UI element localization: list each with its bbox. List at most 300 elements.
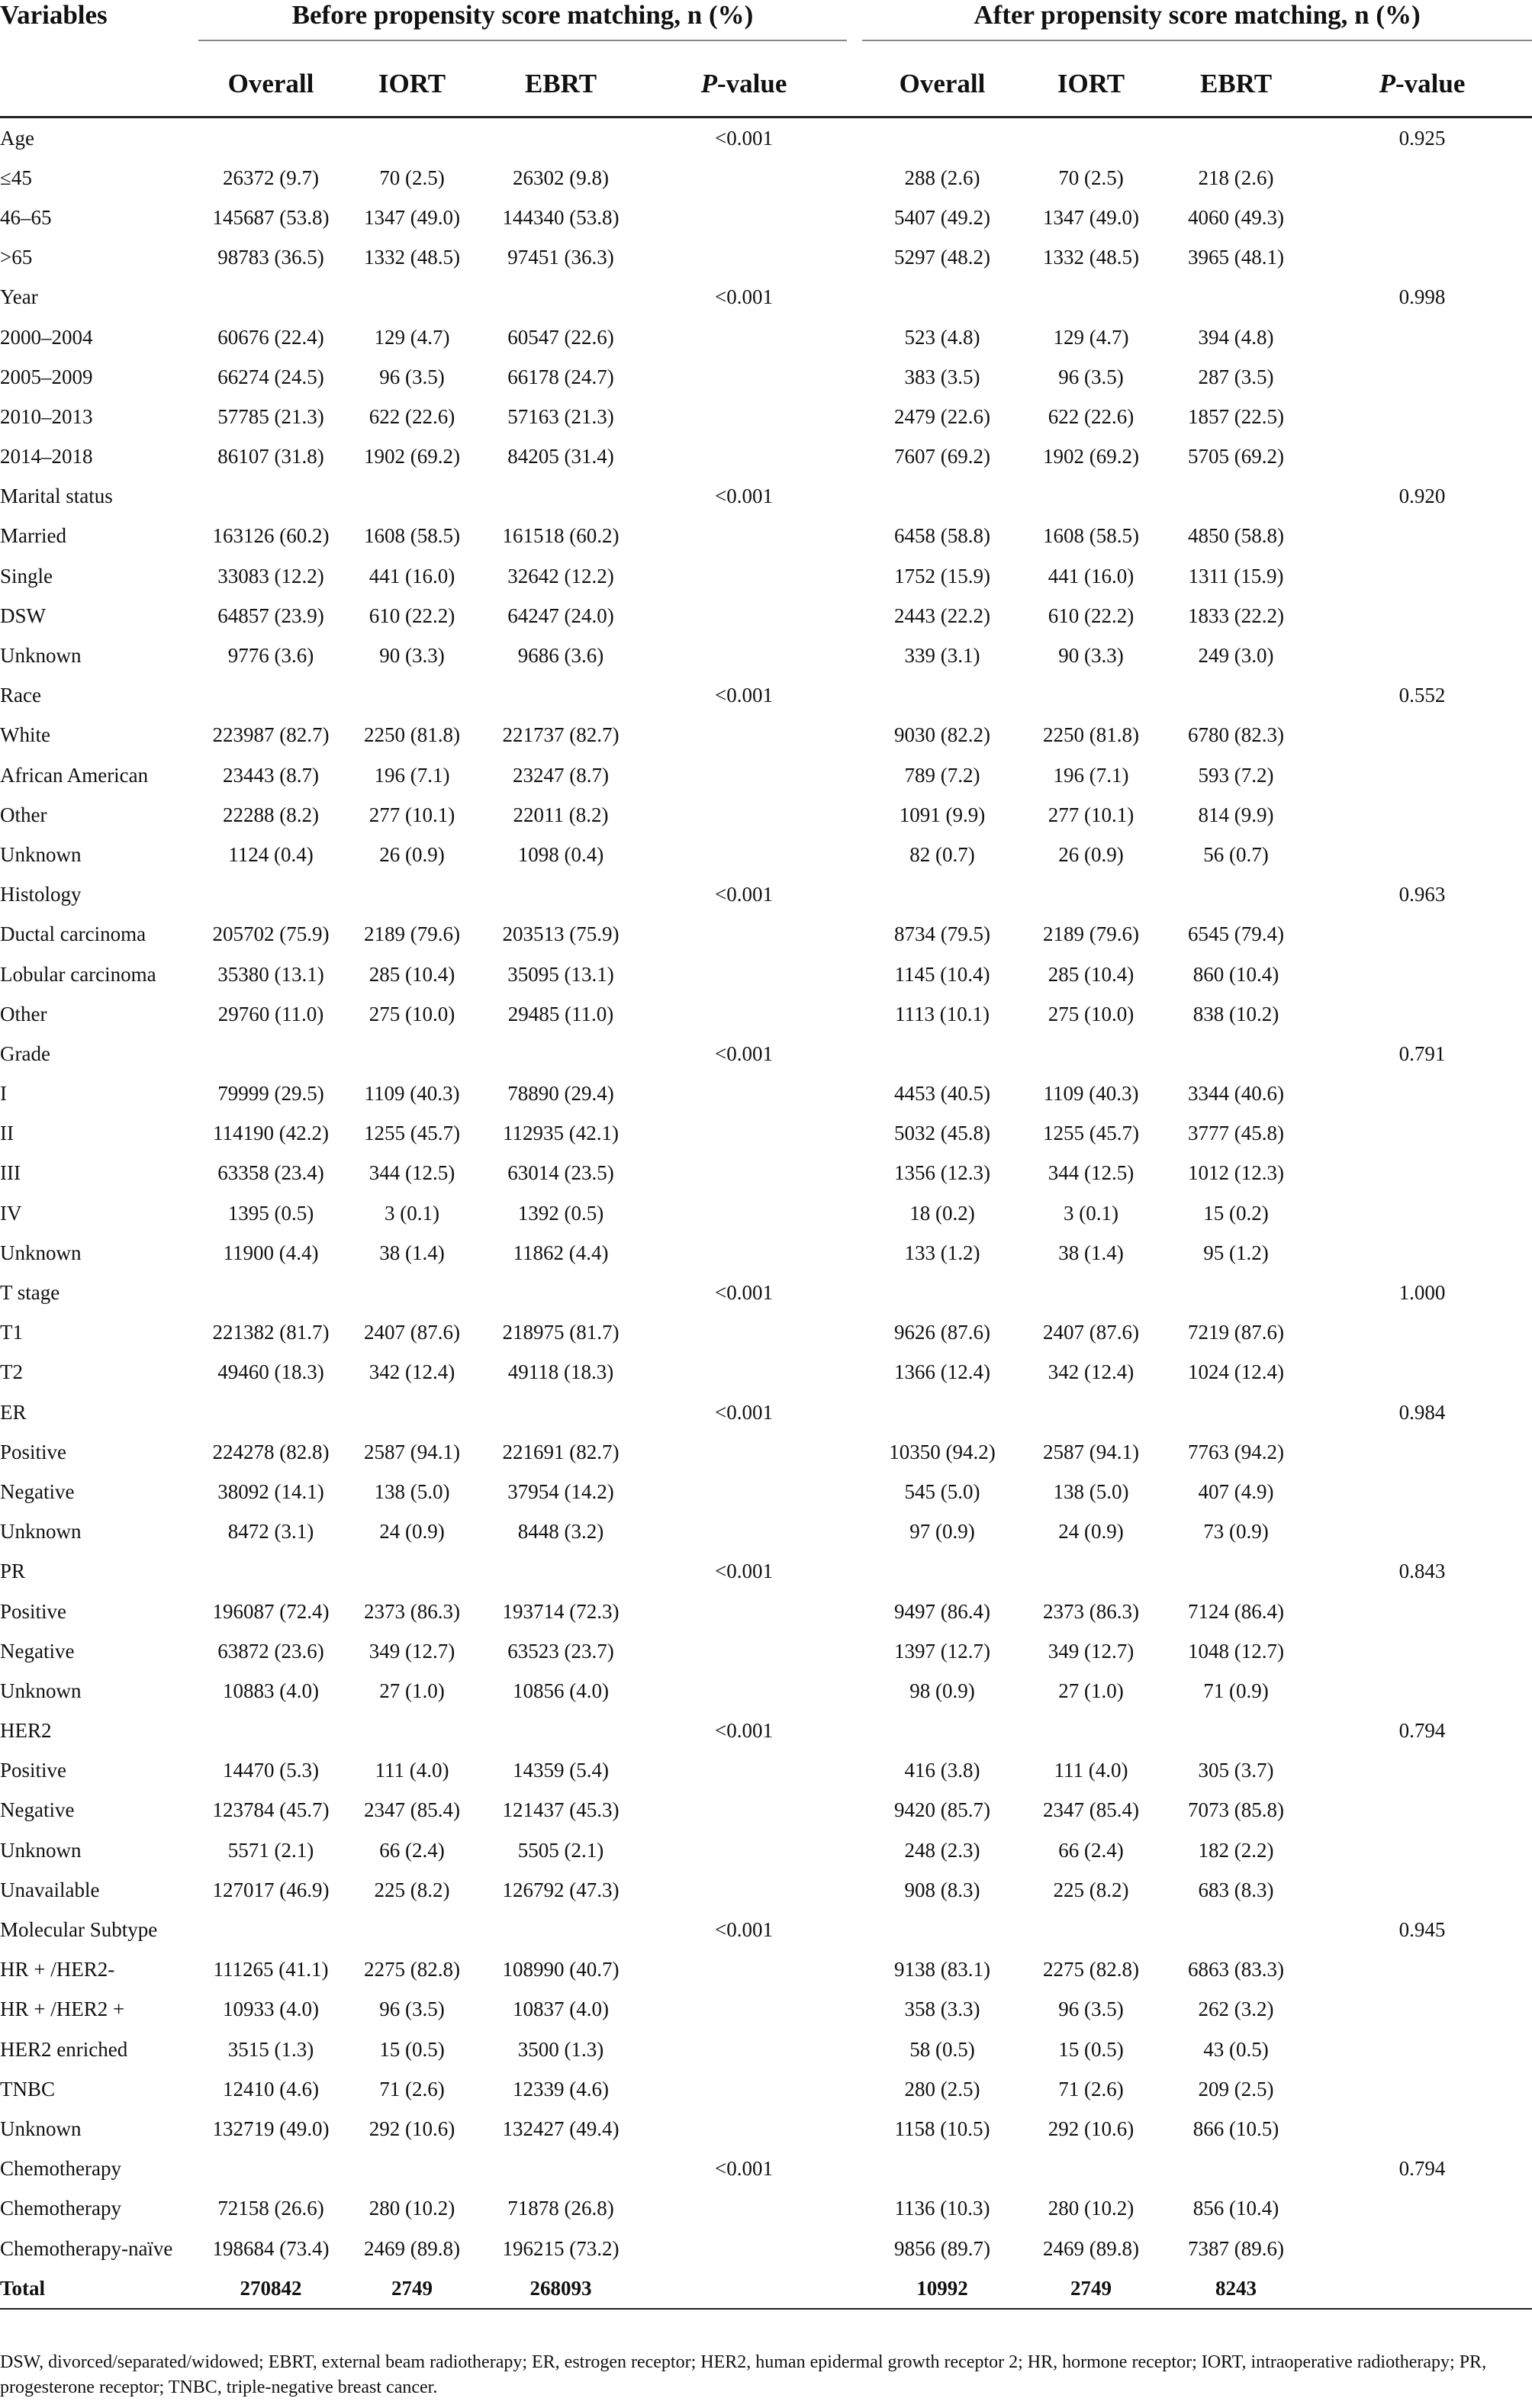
table-row — [0, 1631, 1532, 1671]
row-label: T1 — [0, 1321, 23, 1344]
row-label: Positive — [0, 1759, 67, 1782]
cell-p-before — [641, 1193, 847, 1233]
cell-b-overall: 111265 (41.1) — [213, 1958, 329, 1981]
cell-a-iort: 96 (3.5) — [1058, 1998, 1124, 2021]
cell-b-ebrt: 57163 (21.3) — [507, 404, 614, 428]
cell-p-before — [641, 1870, 847, 1910]
cell-p-after: 0.945 — [1398, 1918, 1446, 1942]
cell-p-after — [1312, 1074, 1532, 1114]
cell-a-ebrt: 860 (10.4) — [1192, 962, 1279, 986]
cell-b-ebrt: 203513 (75.9) — [502, 922, 620, 946]
cell-a-overall — [862, 2149, 1022, 2189]
row-label: 2000–2004 — [0, 325, 93, 349]
cell-b-ebrt: 49118 (18.3) — [507, 1360, 614, 1384]
cell-a-ebrt: 5705 (69.2) — [1188, 445, 1284, 468]
cell-b-ebrt: 8448 (3.2) — [517, 1520, 604, 1544]
cell-b-overall: 12410 (4.6) — [223, 2077, 319, 2101]
cell-b-ebrt: 144340 (53.8) — [502, 205, 620, 229]
cell-a-ebrt: 814 (9.9) — [1198, 803, 1274, 826]
cell-b-iort: 1255 (45.7) — [364, 1122, 460, 1145]
cell-a-iort: 15 (0.5) — [1058, 2037, 1124, 2061]
cell-p-before — [641, 1512, 847, 1552]
cell-b-overall: 35380 (13.1) — [217, 962, 324, 986]
table-row — [0, 2069, 1532, 2109]
row-label: Ductal carcinoma — [0, 922, 146, 946]
cell-b-iort: 129 (4.7) — [374, 325, 450, 349]
row-label: Unknown — [0, 1838, 82, 1862]
cell-a-ebrt: 6780 (82.3) — [1188, 723, 1284, 747]
cell-a-iort: 1902 (69.2) — [1043, 445, 1139, 468]
cell-a-overall: 2443 (22.2) — [894, 604, 990, 627]
cell-a-ebrt — [1160, 1392, 1312, 1432]
category-row — [0, 1273, 1532, 1312]
cell-b-ebrt: 112935 (42.1) — [503, 1122, 619, 1145]
cell-a-iort: 71 (2.6) — [1058, 2077, 1124, 2101]
cell-b-overall: 205702 (75.9) — [212, 922, 330, 946]
cell-a-overall: 1145 (10.4) — [894, 962, 990, 986]
table-row — [0, 317, 1532, 357]
cell-a-overall: 9626 (87.6) — [894, 1321, 990, 1344]
cell-a-ebrt: 15 (0.2) — [1203, 1201, 1269, 1225]
cell-p-after — [1312, 2030, 1532, 2069]
cell-b-iort: 2469 (89.8) — [364, 2236, 460, 2260]
cell-b-overall: 72158 (26.6) — [217, 2197, 324, 2220]
cell-b-overall — [198, 1034, 343, 1074]
cell-a-overall: 8734 (79.5) — [894, 922, 990, 946]
cell-p-before — [641, 556, 847, 596]
row-label: 46–65 — [0, 205, 52, 229]
cell-a-overall: 2479 (22.6) — [894, 404, 990, 428]
cell-a-overall: 7607 (69.2) — [894, 445, 990, 468]
cell-p-before — [641, 915, 847, 955]
cell-a-overall: 97 (0.9) — [909, 1520, 975, 1544]
cell-a-iort: 2407 (87.6) — [1043, 1321, 1139, 1344]
cell-a-ebrt: 305 (3.7) — [1198, 1759, 1274, 1782]
cell-a-overall: 280 (2.5) — [904, 2077, 980, 2101]
cell-p-after — [1312, 1631, 1532, 1671]
cell-b-overall — [198, 118, 343, 159]
total-row — [0, 2268, 1532, 2309]
cell-p-after — [1312, 1671, 1532, 1711]
cell-a-iort — [1022, 477, 1160, 517]
cell-b-ebrt: 126792 (47.3) — [502, 1878, 620, 1901]
row-label: Other — [0, 803, 47, 826]
cell-a-iort: 138 (5.0) — [1053, 1479, 1129, 1503]
cell-b-iort: 1608 (58.5) — [364, 524, 460, 548]
cell-a-ebrt: 394 (4.8) — [1198, 325, 1274, 349]
cell-p-before — [641, 1950, 847, 1990]
cell-a-iort: 1332 (48.5) — [1043, 246, 1139, 269]
cell-b-ebrt — [481, 1711, 641, 1751]
cell-p-before — [641, 517, 847, 556]
row-label: Negative — [0, 1479, 75, 1503]
cell-b-iort: 138 (5.0) — [374, 1479, 450, 1503]
row-label: Histology — [0, 883, 82, 906]
cell-a-ebrt: 856 (10.4) — [1192, 2197, 1279, 2220]
cell-b-iort — [343, 676, 481, 716]
cell-a-ebrt: 6863 (83.3) — [1188, 1958, 1284, 1981]
cell-a-ebrt: 1048 (12.7) — [1188, 1639, 1284, 1663]
cell-b-ebrt: 12339 (4.6) — [513, 2077, 609, 2101]
cell-b-overall — [198, 278, 343, 317]
row-label: Other — [0, 1002, 47, 1025]
row-label: White — [0, 723, 50, 747]
cell-a-iort: 2587 (94.1) — [1043, 1440, 1139, 1463]
cell-a-overall — [862, 1910, 1022, 1949]
table-row — [0, 1950, 1532, 1990]
row-label: I — [0, 1082, 7, 1106]
cell-p-before — [641, 2189, 847, 2229]
cell-a-overall: 4453 (40.5) — [894, 1082, 990, 1106]
cell-b-iort: 1109 (40.3) — [364, 1082, 460, 1106]
cell-a-overall: 10992 — [862, 2268, 1022, 2309]
cell-p-after: 0.791 — [1398, 1041, 1446, 1065]
cell-a-iort: 3 (0.1) — [1064, 1201, 1118, 1225]
row-label: Year — [0, 285, 38, 309]
cell-b-iort: 26 (0.9) — [379, 842, 445, 866]
cell-a-ebrt: 1024 (12.4) — [1188, 1360, 1284, 1384]
row-label: Unknown — [0, 1520, 82, 1544]
cell-b-iort: 2373 (86.3) — [364, 1599, 460, 1623]
cell-b-ebrt — [481, 875, 641, 915]
table-row — [0, 1233, 1532, 1273]
table-row — [0, 636, 1532, 675]
table-row — [0, 517, 1532, 556]
cell-b-iort — [343, 1034, 481, 1074]
cell-p-after — [1312, 955, 1532, 994]
cell-p-before — [641, 1114, 847, 1154]
cell-a-iort: 622 (22.6) — [1048, 404, 1135, 428]
cell-b-iort — [343, 278, 481, 317]
category-row — [0, 278, 1532, 317]
cell-b-ebrt: 63523 (23.7) — [507, 1639, 614, 1663]
cell-p-before — [641, 1990, 847, 2030]
cell-a-overall: 1091 (9.9) — [899, 803, 986, 826]
row-label: Grade — [0, 1041, 50, 1065]
cell-p-before — [641, 1233, 847, 1273]
cell-b-ebrt — [481, 676, 641, 716]
row-label: Positive — [0, 1599, 67, 1623]
cell-b-overall — [198, 1552, 343, 1592]
cell-b-ebrt: 22011 (8.2) — [513, 803, 609, 826]
cell-a-overall — [862, 1392, 1022, 1432]
cell-b-iort: 1332 (48.5) — [364, 246, 460, 269]
cell-b-overall: 198684 (73.4) — [212, 2236, 330, 2260]
cell-a-ebrt: 3777 (45.8) — [1188, 1122, 1284, 1145]
cell-b-iort: 196 (7.1) — [374, 763, 450, 787]
cell-b-overall: 98783 (36.5) — [217, 246, 324, 269]
table-row — [0, 357, 1532, 397]
cell-b-ebrt: 14359 (5.4) — [513, 1759, 609, 1782]
cell-p-before — [641, 2268, 847, 2309]
table-row — [0, 1193, 1532, 1233]
cell-b-iort: 2347 (85.4) — [364, 1798, 460, 1822]
row-label: HER2 — [0, 1719, 52, 1743]
cell-p-after — [1312, 357, 1532, 397]
cell-b-ebrt — [481, 1910, 641, 1949]
row-label: Molecular Subtype — [0, 1918, 158, 1942]
cell-p-after — [1312, 2109, 1532, 2149]
cell-a-overall: 1397 (12.7) — [894, 1639, 990, 1663]
cell-a-ebrt — [1160, 1711, 1312, 1751]
category-row — [0, 875, 1532, 915]
cell-a-overall: 10350 (94.2) — [889, 1440, 996, 1463]
table-row — [0, 1353, 1532, 1392]
cell-p-before: <0.001 — [715, 1281, 773, 1305]
cell-a-ebrt: 56 (0.7) — [1203, 842, 1269, 866]
cell-a-overall — [862, 875, 1022, 915]
variables-header: Variables — [0, 0, 108, 30]
cell-b-iort — [343, 2149, 481, 2189]
cell-p-before — [641, 2109, 847, 2149]
row-label: HR + /HER2 + — [0, 1998, 125, 2021]
cell-a-iort — [1022, 118, 1160, 159]
cell-a-ebrt: 593 (7.2) — [1198, 763, 1274, 787]
cell-b-overall: 11900 (4.4) — [223, 1241, 319, 1264]
cell-b-iort — [343, 875, 481, 915]
cell-a-overall: 58 (0.5) — [909, 2037, 975, 2061]
row-label: Unavailable — [0, 1878, 100, 1901]
cell-p-before — [641, 2229, 847, 2268]
cell-b-overall — [198, 477, 343, 517]
after-ebrt-header: EBRT — [1160, 52, 1312, 118]
cell-p-after: 1.000 — [1398, 1281, 1446, 1305]
cell-a-iort: 2749 — [1022, 2268, 1160, 2309]
table-row — [0, 1791, 1532, 1830]
table-row — [0, 1313, 1532, 1353]
cell-p-after: 0.794 — [1398, 1719, 1446, 1743]
cell-a-overall — [862, 1552, 1022, 1592]
table-row — [0, 994, 1532, 1034]
before-ebrt-header: EBRT — [481, 52, 641, 118]
cell-p-before — [641, 835, 847, 874]
cell-a-overall: 1366 (12.4) — [894, 1360, 990, 1384]
cell-b-overall — [198, 2149, 343, 2189]
table-row — [0, 1830, 1532, 1870]
cell-p-after — [1312, 1313, 1532, 1353]
cell-a-overall: 18 (0.2) — [909, 1201, 975, 1225]
cell-b-overall: 38092 (14.1) — [217, 1479, 324, 1503]
cell-a-overall: 5297 (48.2) — [894, 246, 990, 269]
cell-p-after — [1312, 1870, 1532, 1910]
category-row — [0, 1392, 1532, 1432]
cell-b-ebrt: 221691 (82.7) — [502, 1440, 620, 1463]
cell-a-ebrt — [1160, 278, 1312, 317]
cell-p-after — [1312, 2069, 1532, 2109]
row-label: 2014–2018 — [0, 445, 93, 468]
cell-a-iort — [1022, 1034, 1160, 1074]
cell-a-iort: 277 (10.1) — [1048, 803, 1135, 826]
cell-p-before — [641, 596, 847, 636]
table-row — [0, 955, 1532, 994]
cell-b-iort: 15 (0.5) — [379, 2037, 445, 2061]
cell-p-after — [1312, 238, 1532, 278]
category-row — [0, 2149, 1532, 2189]
cell-a-iort: 27 (1.0) — [1058, 1679, 1124, 1702]
cell-a-iort: 1109 (40.3) — [1043, 1082, 1139, 1106]
after-matching-header: After propensity score matching, n (%) — [862, 0, 1532, 52]
cell-p-after: 0.925 — [1398, 126, 1446, 150]
cell-b-overall — [198, 676, 343, 716]
cell-p-after — [1312, 716, 1532, 755]
row-label: II — [0, 1122, 14, 1145]
table-row — [0, 1870, 1532, 1910]
cell-p-after — [1312, 1114, 1532, 1154]
cell-a-overall: 908 (8.3) — [904, 1878, 980, 1901]
cell-a-iort: 24 (0.9) — [1058, 1520, 1124, 1544]
table-row — [0, 2109, 1532, 2149]
cell-a-ebrt: 43 (0.5) — [1203, 2037, 1269, 2061]
cell-a-overall: 1158 (10.5) — [894, 2117, 990, 2140]
category-row — [0, 1910, 1532, 1949]
cell-a-iort — [1022, 1910, 1160, 1949]
cell-b-ebrt: 37954 (14.2) — [507, 1479, 614, 1503]
cell-p-before: <0.001 — [715, 484, 773, 508]
cell-a-overall: 1752 (15.9) — [894, 564, 990, 588]
cell-a-overall: 6458 (58.8) — [894, 524, 990, 548]
table-body — [0, 118, 1532, 2310]
cell-a-ebrt: 4060 (49.3) — [1188, 205, 1284, 229]
cell-a-iort — [1022, 1711, 1160, 1751]
before-iort-header: IORT — [343, 52, 481, 118]
table-row — [0, 915, 1532, 955]
cell-b-ebrt: 221737 (82.7) — [502, 723, 620, 747]
cell-p-after — [1312, 755, 1532, 795]
cell-b-ebrt — [481, 1392, 641, 1432]
table-row — [0, 755, 1532, 795]
cell-a-ebrt: 7387 (89.6) — [1188, 2236, 1284, 2260]
cell-p-before — [641, 755, 847, 795]
cell-a-iort: 275 (10.0) — [1048, 1002, 1135, 1025]
cell-b-overall: 86107 (31.8) — [217, 445, 324, 468]
cell-a-ebrt — [1160, 1552, 1312, 1592]
row-label: >65 — [0, 246, 33, 269]
cell-b-iort: 622 (22.6) — [369, 404, 455, 428]
cell-b-overall: 49460 (18.3) — [217, 1360, 324, 1384]
cell-b-iort: 285 (10.4) — [369, 962, 455, 986]
cell-b-overall: 14470 (5.3) — [223, 1759, 319, 1782]
cell-a-ebrt: 6545 (79.4) — [1188, 922, 1284, 946]
cell-b-iort: 225 (8.2) — [374, 1878, 450, 1901]
cell-a-iort: 1608 (58.5) — [1043, 524, 1139, 548]
cell-a-ebrt: 683 (8.3) — [1198, 1878, 1274, 1901]
table-row — [0, 1432, 1532, 1472]
cell-b-overall: 63358 (23.4) — [217, 1161, 324, 1185]
cell-p-before — [641, 1830, 847, 1870]
table-row — [0, 716, 1532, 755]
cell-b-ebrt: 3500 (1.3) — [517, 2037, 604, 2061]
table-row — [0, 2189, 1532, 2229]
row-label: Positive — [0, 1440, 67, 1463]
cell-a-ebrt: 1012 (12.3) — [1188, 1161, 1284, 1185]
cell-a-overall: 9497 (86.4) — [894, 1599, 990, 1623]
cell-b-overall: 9776 (3.6) — [227, 644, 314, 668]
row-label: IV — [0, 1201, 22, 1225]
row-label: Lobular carcinoma — [0, 962, 156, 986]
cell-b-overall: 123784 (45.7) — [212, 1798, 330, 1822]
cell-a-overall: 9138 (83.1) — [894, 1958, 990, 1981]
cell-a-ebrt: 218 (2.6) — [1198, 166, 1274, 189]
cell-b-ebrt: 32642 (12.2) — [507, 564, 614, 588]
cell-p-after — [1312, 795, 1532, 835]
cell-b-iort: 1902 (69.2) — [364, 445, 460, 468]
cell-b-iort: 344 (12.5) — [369, 1161, 455, 1185]
cell-b-iort: 71 (2.6) — [379, 2077, 445, 2101]
cell-a-iort: 196 (7.1) — [1053, 763, 1129, 787]
cell-a-iort: 129 (4.7) — [1053, 325, 1129, 349]
cell-a-overall: 9030 (82.2) — [894, 723, 990, 747]
row-label: Negative — [0, 1639, 75, 1663]
cell-b-iort: 277 (10.1) — [369, 803, 455, 826]
cell-p-before — [641, 238, 847, 278]
cell-p-before: <0.001 — [715, 684, 773, 707]
cell-p-after — [1312, 835, 1532, 874]
cell-a-overall: 5032 (45.8) — [894, 1122, 990, 1145]
cell-p-before — [641, 357, 847, 397]
cell-p-before — [641, 955, 847, 994]
cell-a-ebrt — [1160, 1273, 1312, 1312]
cell-b-iort: 111 (4.0) — [375, 1759, 449, 1782]
cell-a-overall: 339 (3.1) — [904, 644, 980, 668]
cell-b-overall: 8472 (3.1) — [227, 1520, 314, 1544]
cell-p-after: 0.920 — [1398, 484, 1446, 508]
cell-b-ebrt: 1098 (0.4) — [517, 842, 604, 866]
cell-p-after — [1312, 915, 1532, 955]
cell-b-overall: 66274 (24.5) — [217, 365, 324, 388]
table-row — [0, 2229, 1532, 2268]
cell-a-ebrt: 287 (3.5) — [1198, 365, 1274, 388]
cell-a-overall: 288 (2.6) — [904, 166, 980, 189]
cell-a-ebrt — [1160, 875, 1312, 915]
cell-b-iort — [343, 477, 481, 517]
cell-a-iort: 66 (2.4) — [1058, 1838, 1124, 1862]
table-row — [0, 1751, 1532, 1791]
cell-b-ebrt — [481, 118, 641, 159]
cell-a-iort: 2275 (82.8) — [1043, 1958, 1139, 1981]
cell-a-iort: 90 (3.3) — [1058, 644, 1124, 668]
table-row — [0, 1074, 1532, 1114]
cell-b-iort: 3 (0.1) — [385, 1201, 439, 1225]
cell-a-iort: 441 (16.0) — [1048, 564, 1135, 588]
cell-p-before — [641, 1313, 847, 1353]
cell-b-overall: 29760 (11.0) — [217, 1002, 324, 1025]
cell-b-overall: 57785 (21.3) — [217, 404, 324, 428]
row-label: ER — [0, 1400, 27, 1424]
row-label: Unknown — [0, 1241, 82, 1264]
cell-b-ebrt: 218975 (81.7) — [502, 1321, 620, 1344]
cell-a-ebrt: 8243 — [1160, 2268, 1312, 2309]
cell-b-ebrt — [481, 477, 641, 517]
cell-a-overall — [862, 676, 1022, 716]
cell-b-overall: 270842 — [198, 2268, 343, 2309]
cell-a-ebrt: 95 (1.2) — [1203, 1241, 1269, 1264]
table-row — [0, 795, 1532, 835]
cell-a-ebrt: 4850 (58.8) — [1188, 524, 1284, 548]
cell-b-ebrt: 84205 (31.4) — [507, 445, 614, 468]
row-label: Age — [0, 126, 34, 150]
cell-p-before — [641, 795, 847, 835]
cell-p-before — [641, 1432, 847, 1472]
cell-a-iort — [1022, 1552, 1160, 1592]
cell-b-overall: 23443 (8.7) — [223, 763, 319, 787]
cell-a-ebrt: 209 (2.5) — [1198, 2077, 1274, 2101]
cell-p-before: <0.001 — [715, 1719, 773, 1743]
cell-b-iort: 441 (16.0) — [369, 564, 455, 588]
cell-b-ebrt: 161518 (60.2) — [502, 524, 620, 548]
cell-a-iort — [1022, 1392, 1160, 1432]
after-p-value-header: P-value — [1312, 52, 1532, 118]
cell-b-ebrt: 132427 (49.4) — [502, 2117, 620, 2140]
